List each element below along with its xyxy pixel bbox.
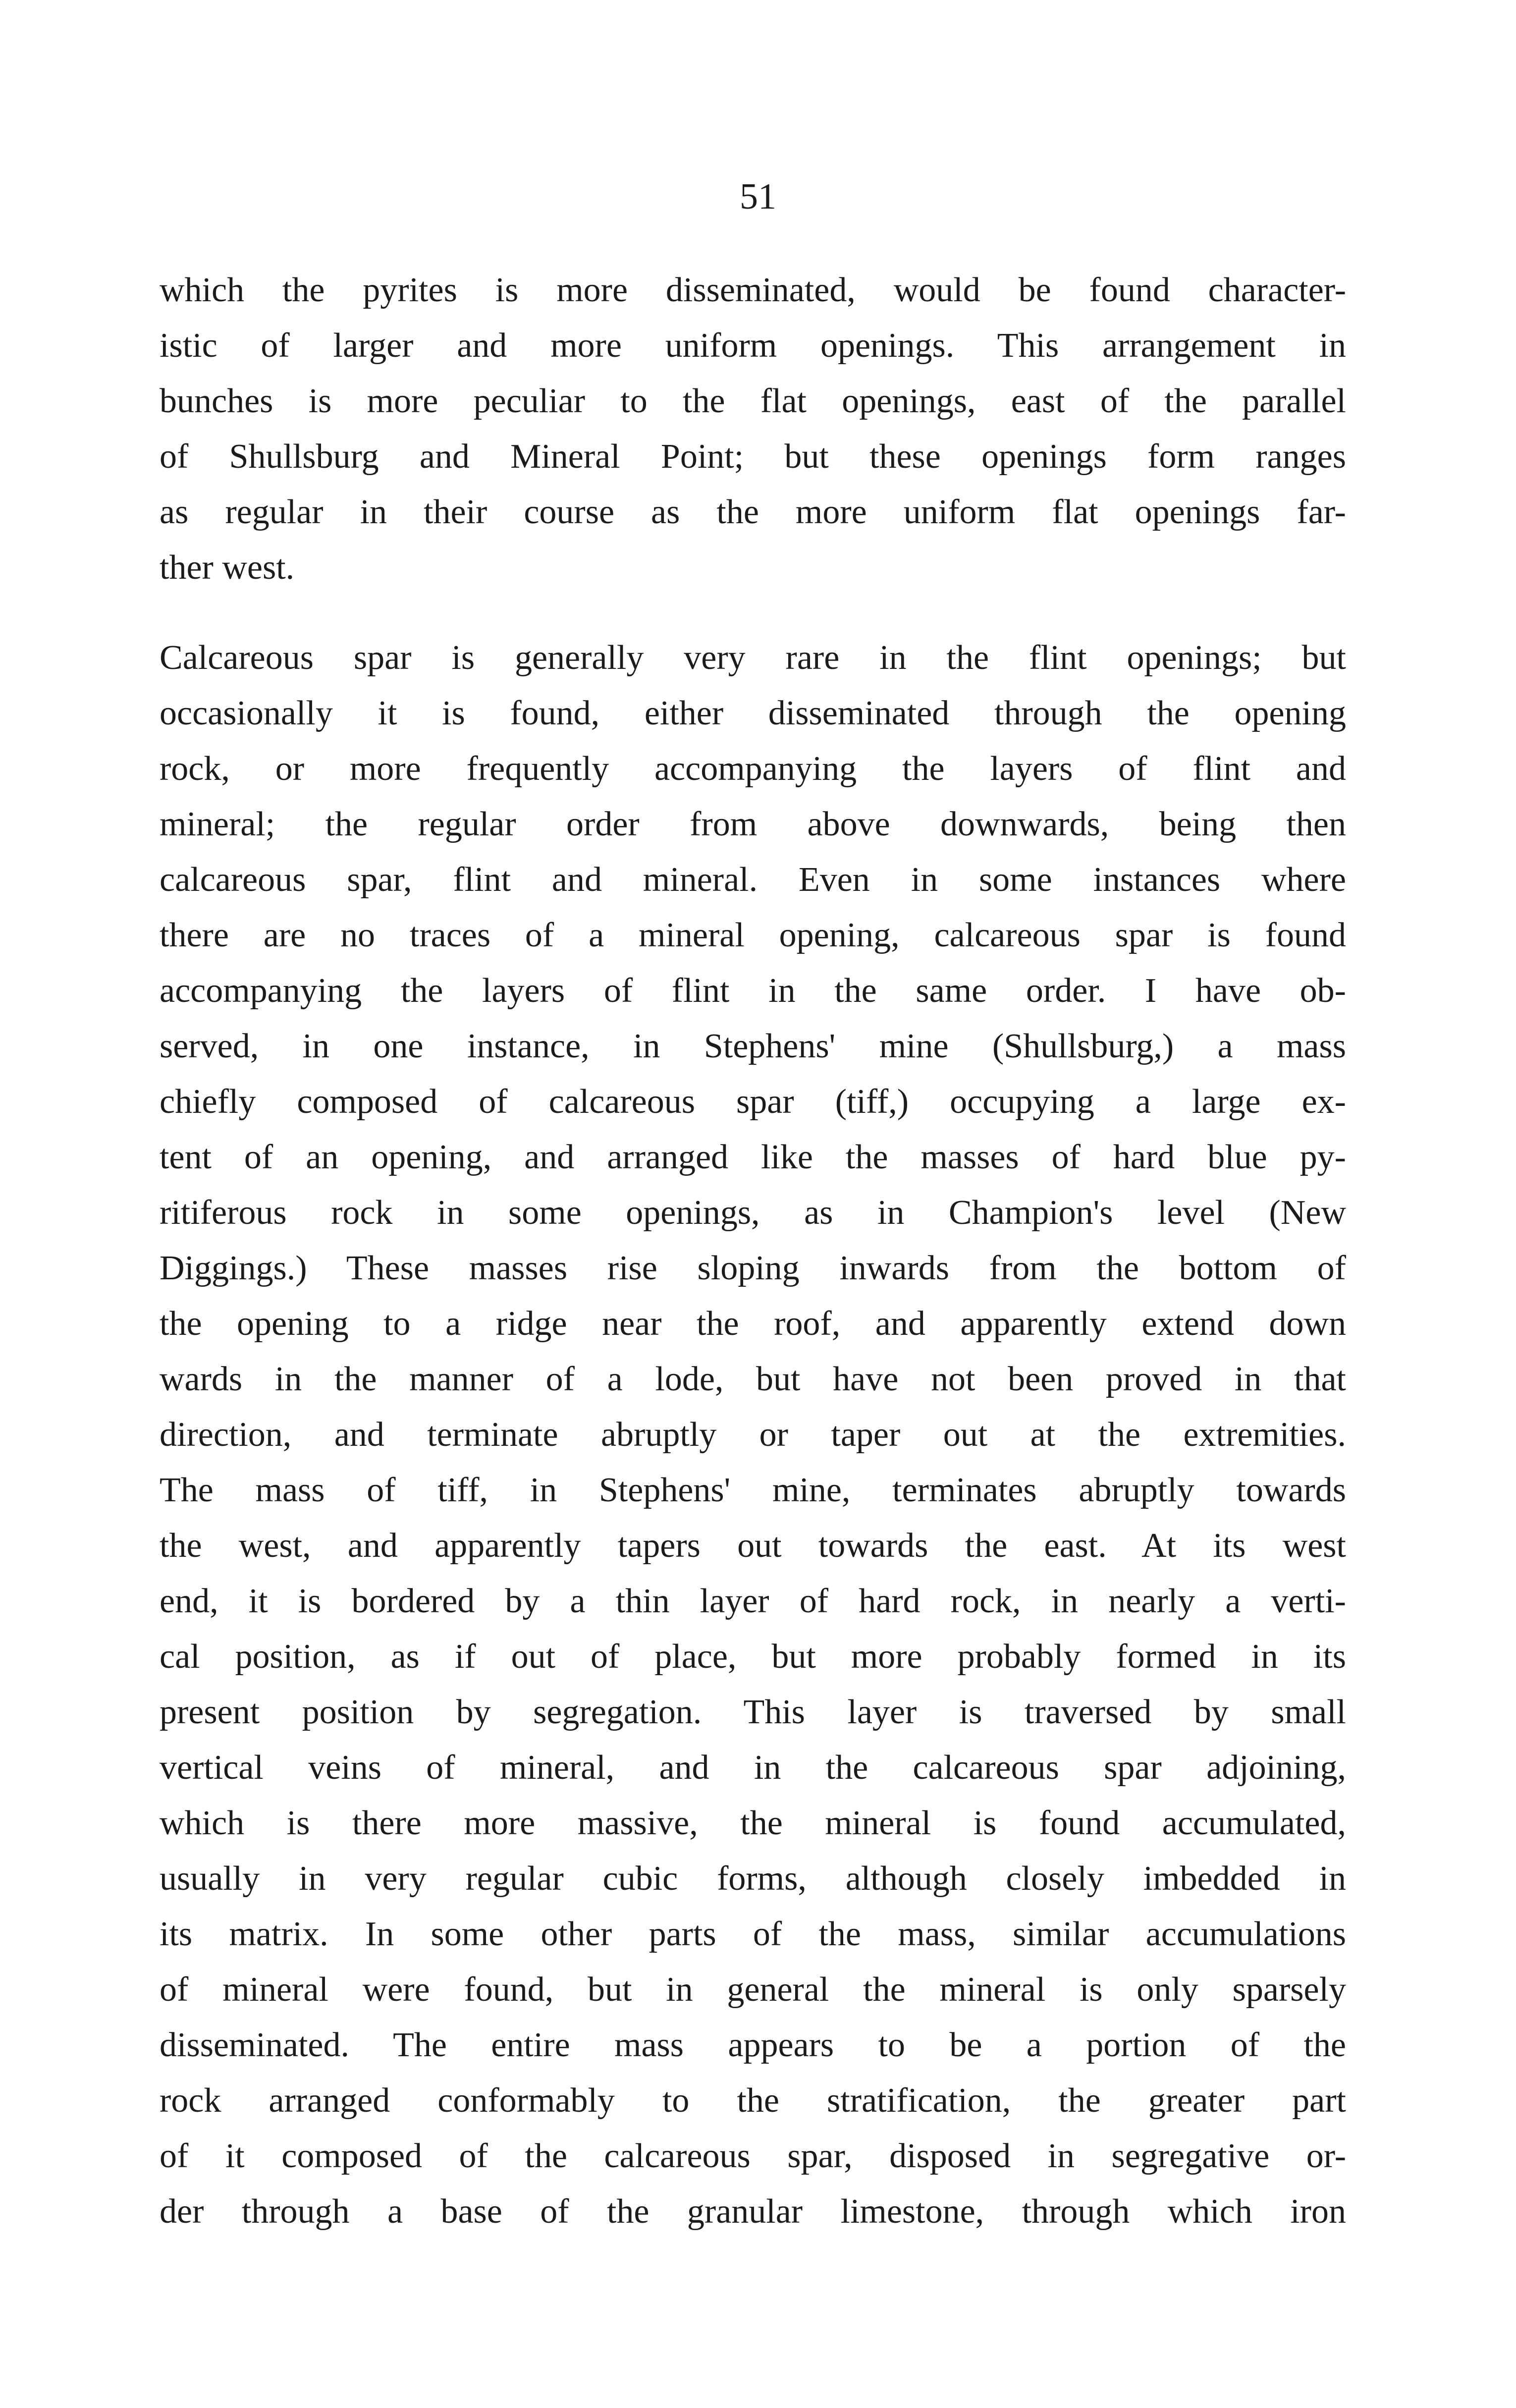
page-number: 51 (740, 176, 776, 217)
text-line: there are no traces of a mineral opening, calcareous spar is found (160, 916, 1346, 954)
text-line: rock arranged conformably to the stratification, the greater part (160, 2081, 1346, 2120)
paragraph-2 (160, 630, 1346, 2240)
text-line: istic of larger and more uniform openings. This arrangement in (160, 327, 1346, 365)
text-line: served, in one instance, in Stephens' mine (Shullsburg,) a mass (160, 1027, 1346, 1065)
text-line: accompanying the layers of flint in the same order. I have ob- (160, 972, 1346, 1010)
text-line: mineral; the regular order from above downwards, being then (160, 805, 1346, 843)
text-line: present position by segregation. This layer is traversed by small (160, 1693, 1346, 1731)
text-line: of it composed of the calcareous spar, disposed in segregative or- (160, 2137, 1346, 2175)
paragraph-1 (160, 263, 1346, 596)
text-line: usually in very regular cubic forms, although closely imbedded in (160, 1860, 1346, 1898)
paragraph-gap (160, 596, 1346, 630)
text-line: der through a base of the granular limestone, through which iron (160, 2192, 1346, 2231)
text-line: which the pyrites is more disseminated, would be found character- (160, 271, 1346, 309)
text-line: tent of an opening, and arranged like the masses of hard blue py- (160, 1138, 1346, 1176)
text-line: its matrix. In some other parts of the mass, similar accumulations (160, 1915, 1346, 1953)
text-line: of Shullsburg and Mineral Point; but these openings form ranges (160, 438, 1346, 476)
text-line: of mineral were found, but in general the mineral is only sparsely (160, 1970, 1346, 2009)
text-line: vertical veins of mineral, and in the calcareous spar adjoining, (160, 1749, 1346, 1787)
body-text (160, 263, 1346, 2240)
text-line: occasionally it is found, either disseminated through the opening (160, 694, 1346, 732)
text-line: the west, and apparently tapers out towards the east. At its west (160, 1527, 1346, 1565)
text-line: cal position, as if out of place, but more probably formed in its (160, 1638, 1346, 1676)
text-line: ther west. (160, 548, 295, 587)
text-line: Calcareous spar is generally very rare in the flint openings; but (160, 639, 1346, 677)
text-line: the opening to a ridge near the roof, and apparently extend down (160, 1305, 1346, 1343)
text-line: The mass of tiff, in Stephens' mine, terminates abruptly towards (160, 1471, 1346, 1509)
text-line: ritiferous rock in some openings, as in Champion's level (New (160, 1194, 1346, 1232)
text-line: calcareous spar, flint and mineral. Even in some instances where (160, 861, 1346, 899)
text-line: end, it is bordered by a thin layer of hard rock, in nearly a verti- (160, 1582, 1346, 1620)
text-line: Diggings.) These masses rise sloping inwards from the bottom of (160, 1249, 1346, 1287)
text-line: bunches is more peculiar to the flat openings, east of the parallel (160, 382, 1346, 420)
text-line: wards in the manner of a lode, but have not been proved in that (160, 1360, 1346, 1398)
text-line: rock, or more frequently accompanying the layers of flint and (160, 750, 1346, 788)
text-line: disseminated. The entire mass appears to be a portion of the (160, 2026, 1346, 2064)
text-line: which is there more massive, the mineral is found accumulated, (160, 1804, 1346, 1842)
text-line: as regular in their course as the more uniform flat openings far- (160, 493, 1346, 531)
text-line: direction, and terminate abruptly or taper out at the extremities. (160, 1416, 1346, 1454)
text-line: chiefly composed of calcareous spar (tiff,) occupying a large ex- (160, 1083, 1346, 1121)
